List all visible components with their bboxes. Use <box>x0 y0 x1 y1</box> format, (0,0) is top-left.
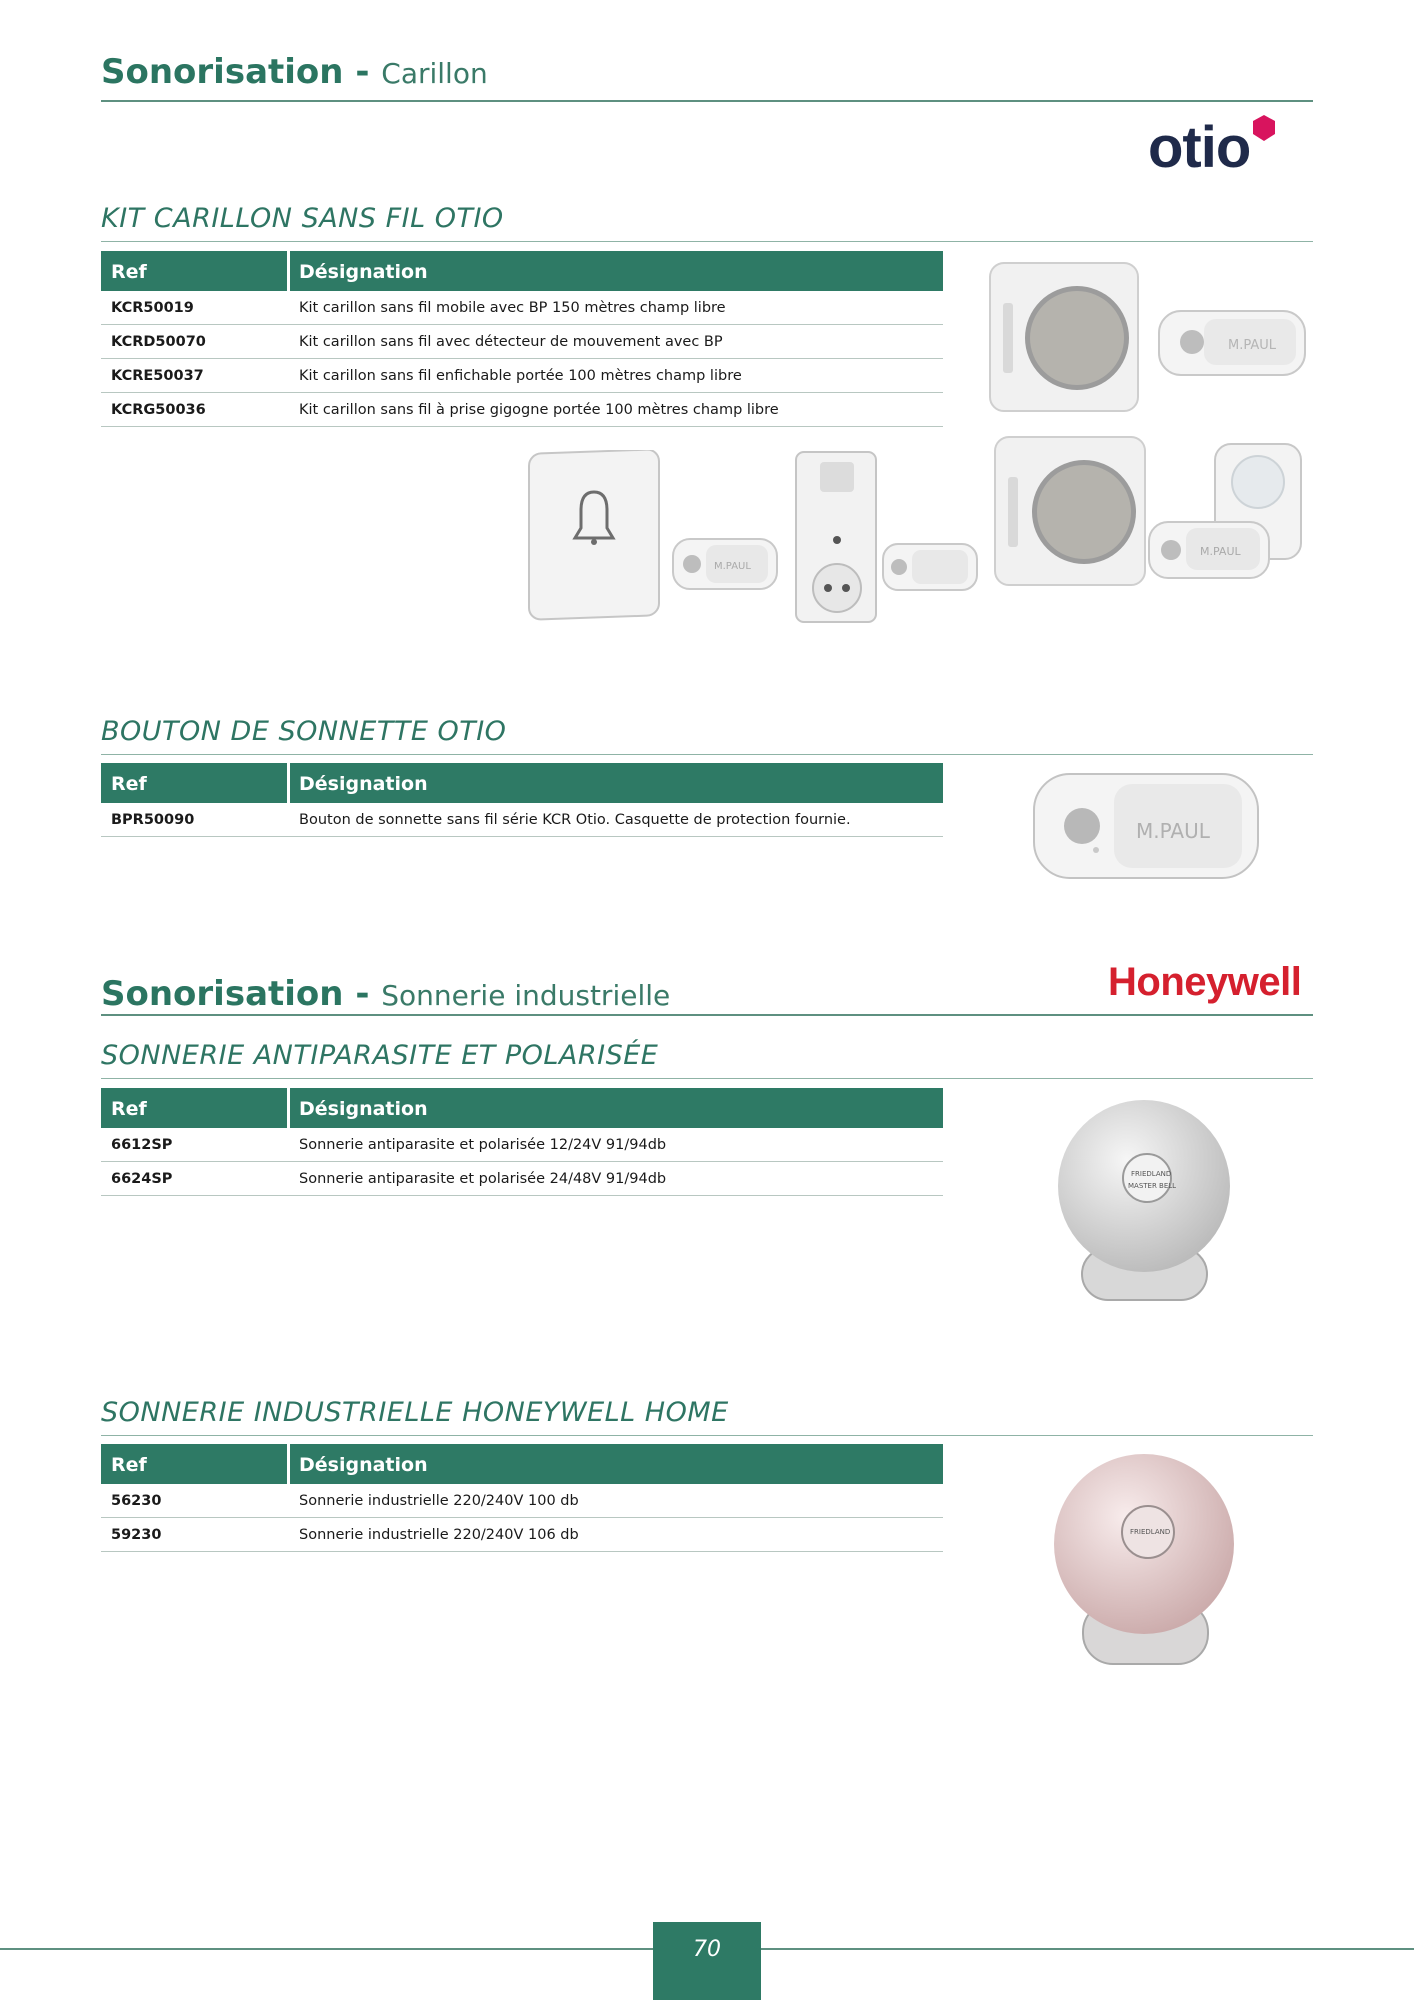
svg-text:M.PAUL: M.PAUL <box>714 561 751 572</box>
otio-logo-dot-icon <box>1250 114 1278 142</box>
table-header: Ref Désignation <box>101 763 943 803</box>
table-header: Ref Désignation <box>101 251 943 291</box>
push-button-image <box>1146 516 1272 584</box>
push-button-image <box>880 538 980 596</box>
table-row: KCRE50037 Kit carillon sans fil enfichable portée 100 mètres champ libre <box>101 359 943 393</box>
table-bouton <box>101 763 943 837</box>
chime-speaker-image <box>985 258 1145 418</box>
table-header: Ref Désignation <box>101 1088 943 1128</box>
honeywell-logo: Honeywell <box>1108 960 1302 1004</box>
table-row: 6612SP Sonnerie antiparasite et polarisée 12/24V 91/94db <box>101 1128 943 1162</box>
page-number: 70 <box>653 1922 761 2000</box>
table-row: KCR50019 Kit carillon sans fil mobile avec BP 150 mètres champ libre <box>101 291 943 325</box>
bell-receiver-image <box>523 450 665 625</box>
svg-text:FRIEDLAND: FRIEDLAND <box>1130 1528 1171 1536</box>
section-divider <box>101 1014 1313 1016</box>
otio-logo: otio <box>1148 115 1251 180</box>
svg-text:M.PAUL: M.PAUL <box>1200 545 1241 558</box>
table-row: 59230 Sonnerie industrielle 220/240V 106 db <box>101 1518 943 1552</box>
table-row: KCRD50070 Kit carillon sans fil avec détecteur de mouvement avec BP <box>101 325 943 359</box>
industrial-bell-pink-image <box>1048 1452 1243 1674</box>
table-row: BPR50090 Bouton de sonnette sans fil série KCR Otio. Casquette de protection fournie. <box>101 803 943 837</box>
industrial-bell-grey-image <box>1052 1098 1237 1310</box>
table-antiparasite <box>101 1088 943 1196</box>
subsection-divider <box>101 1078 1313 1079</box>
table-row: 6624SP Sonnerie antiparasite et polarisée 24/48V 91/94db <box>101 1162 943 1196</box>
push-button-image <box>670 533 780 595</box>
chime-speaker-image <box>990 432 1153 592</box>
section-title-sonnerie-industrielle: Sonorisation - Sonnerie industrielle <box>101 974 671 1014</box>
section-divider <box>101 100 1313 102</box>
subsection-title-kit-carillon: KIT CARILLON SANS FIL OTIO <box>101 203 504 234</box>
table-kit-carillon <box>101 251 943 427</box>
svg-text:M.PAUL: M.PAUL <box>1136 819 1210 843</box>
svg-text:MASTER BELL: MASTER BELL <box>1128 1182 1177 1190</box>
push-button-image <box>1030 766 1266 890</box>
subsection-title-bouton: BOUTON DE SONNETTE OTIO <box>101 716 507 747</box>
push-button-image <box>1156 305 1308 381</box>
table-row: 56230 Sonnerie industrielle 220/240V 100 db <box>101 1484 943 1518</box>
subsection-title-antiparasite: SONNERIE ANTIPARASITE ET POLARISÉE <box>101 1040 659 1071</box>
subsection-divider <box>101 754 1313 755</box>
svg-text:FRIEDLAND: FRIEDLAND <box>1131 1170 1172 1178</box>
section-title-carillon: Sonorisation - Carillon <box>101 52 488 92</box>
subsection-divider <box>101 241 1313 242</box>
table-honeywell-home <box>101 1444 943 1552</box>
plug-in-receiver-image <box>790 448 882 628</box>
subsection-title-honeywell-home: SONNERIE INDUSTRIELLE HONEYWELL HOME <box>101 1397 729 1428</box>
table-row: KCRG50036 Kit carillon sans fil à prise gigogne portée 100 mètres champ libre <box>101 393 943 427</box>
subsection-divider <box>101 1435 1313 1436</box>
svg-text:M.PAUL: M.PAUL <box>1228 338 1277 353</box>
table-header: Ref Désignation <box>101 1444 943 1484</box>
